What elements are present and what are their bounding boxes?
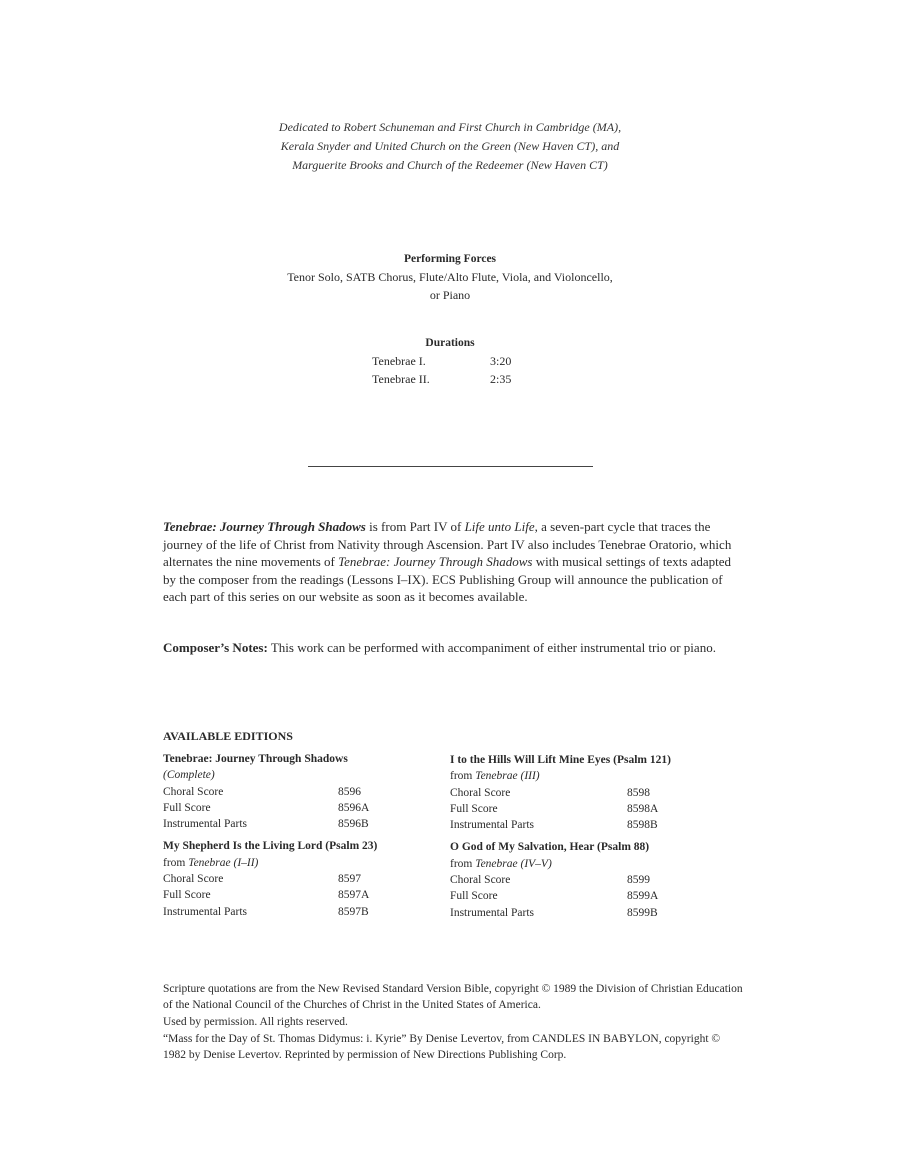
edition-item [450,888,690,904]
edition-item [450,801,690,817]
duration-name: Tenebrae II. [372,372,430,386]
edition-item [163,887,403,903]
edition-item-code: 8596A [338,801,370,814]
edition-item-name: Full Score [450,890,498,903]
edition-group [163,838,403,919]
performing-forces-line: Tenor Solo, SATB Chorus, Flute/Alto Flute, Viola, and Violoncello, [287,270,613,284]
editions-left-column [163,751,403,926]
poem-copyright: “Mass for the Day of St. Thomas Didymus: i. Kyrie” By Denise Levertov, from CANDLES IN BABYLON, copyright © 1982 by Denise Levertov. Reprinted by permission of New Directions Publishing Corp. [163,1033,721,1062]
edition-title: O God of My Salvation, Hear (Psalm 88) [450,841,650,854]
edition-item-name: Choral Score [163,873,224,886]
edition-item-code: 8598B [627,819,658,832]
edition-item-name: Instrumental Parts [450,819,534,832]
work-title: Tenebrae: Journey Through Shadows [338,554,533,569]
edition-item-code: 8596B [338,818,369,831]
edition-item-code: 8599B [627,906,658,919]
scripture-permission: Used by permission. All rights reserved. [163,1015,348,1028]
edition-subtitle [450,768,690,784]
edition-item [450,872,690,888]
edition-item-name: Full Score [163,801,211,814]
intro-text: , a seven-part cycle that traces the journey of the life of Christ from Nativity through Ascension. Part IV also includes Tenebrae Oratorio, which alternates the nine movements of [163,519,732,569]
dedication-line: Marguerite Brooks and Church of the Redeemer (New Haven CT) [292,158,608,172]
edition-source-prefix: from [450,857,476,870]
edition-source-prefix: from [163,856,189,869]
work-title: Tenebrae: Journey Through Shadows [163,519,366,534]
durations-heading: Durations [425,337,475,349]
edition-group [450,752,690,833]
editions-heading: AVAILABLE EDITIONS [163,729,293,743]
edition-item [450,817,690,833]
dedication-line: Kerala Snyder and United Church on the Green (New Haven CT), and [280,139,620,153]
edition-item-code: 8598 [627,786,650,799]
edition-item [450,905,690,921]
duration-row [372,370,511,388]
edition-item-code: 8597A [338,889,370,902]
edition-item [163,816,403,832]
edition-item-name: Full Score [163,889,211,902]
composer-notes-label: Composer’s Notes: [163,640,268,655]
intro-text: with musical settings of texts adapted by the composer from the readings (Lessons I–IX). ECS Publishing Group will announce the publication of each part of this series on our website as soon as it becomes available. [163,554,732,604]
cycle-title: Life unto Life [464,519,535,534]
edition-item-code: 8599A [627,890,659,903]
edition-item [450,785,690,801]
edition-source: Tenebrae (III) [475,770,540,783]
edition-item [163,904,403,920]
dedication [0,118,900,175]
duration-row [372,352,511,370]
durations-section [0,334,900,352]
duration-time: 3:20 [490,354,512,368]
scripture-copyright: Scripture quotations are from the New Revised Standard Version Bible, copyright © 1989 the Division of Christian Education of the National Council of the Churches of Christ in the United States of America. [163,983,743,1012]
edition-item-name: Instrumental Parts [163,905,247,918]
edition-title: Tenebrae: Journey Through Shadows [163,753,348,765]
performing-forces [0,250,900,304]
scripture-notice [163,981,743,1030]
duration-time: 2:35 [490,372,512,386]
dedication-line: Dedicated to Robert Schuneman and First Church in Cambridge (MA), [278,120,622,134]
performing-forces-line: or Piano [429,288,471,302]
composer-notes [163,639,743,657]
edition-item [163,871,403,887]
edition-source: (Complete) [163,769,215,782]
edition-title: I to the Hills Will Lift Mine Eyes (Psalm 121) [450,754,671,766]
edition-item-code: 8597 [338,873,361,886]
edition-item-code: 8596 [338,785,361,798]
edition-item-code: 8597B [338,905,369,918]
edition-item-name: Choral Score [450,786,511,799]
edition-item-name: Full Score [450,802,498,815]
editions-right-column [450,752,690,927]
edition-source-prefix: from [450,770,476,783]
edition-item [163,800,403,816]
edition-subtitle [450,856,690,872]
performing-forces-heading: Performing Forces [403,253,497,265]
durations-table [372,352,511,388]
edition-item-name: Choral Score [450,874,511,887]
edition-subtitle [163,855,403,871]
composer-notes-text: This work can be performed with accompaniment of either instrumental trio or piano. [267,640,716,655]
edition-item-name: Instrumental Parts [163,818,247,831]
intro-text: is from Part IV of [365,519,465,534]
duration-name: Tenebrae I. [372,354,426,368]
divider-rule [308,466,593,467]
edition-item-name: Instrumental Parts [450,906,534,919]
edition-item [163,784,403,800]
edition-item-code: 8599 [627,874,650,887]
edition-source: Tenebrae (IV–V) [475,857,552,870]
intro-paragraph [163,518,743,606]
edition-title: My Shepherd Is the Living Lord (Psalm 23) [163,840,378,853]
edition-group [163,751,403,832]
edition-source: Tenebrae (I–II) [188,856,259,869]
edition-item-name: Choral Score [163,785,224,798]
edition-item-code: 8598A [627,802,659,815]
edition-subtitle [163,767,403,783]
edition-group [450,839,690,920]
